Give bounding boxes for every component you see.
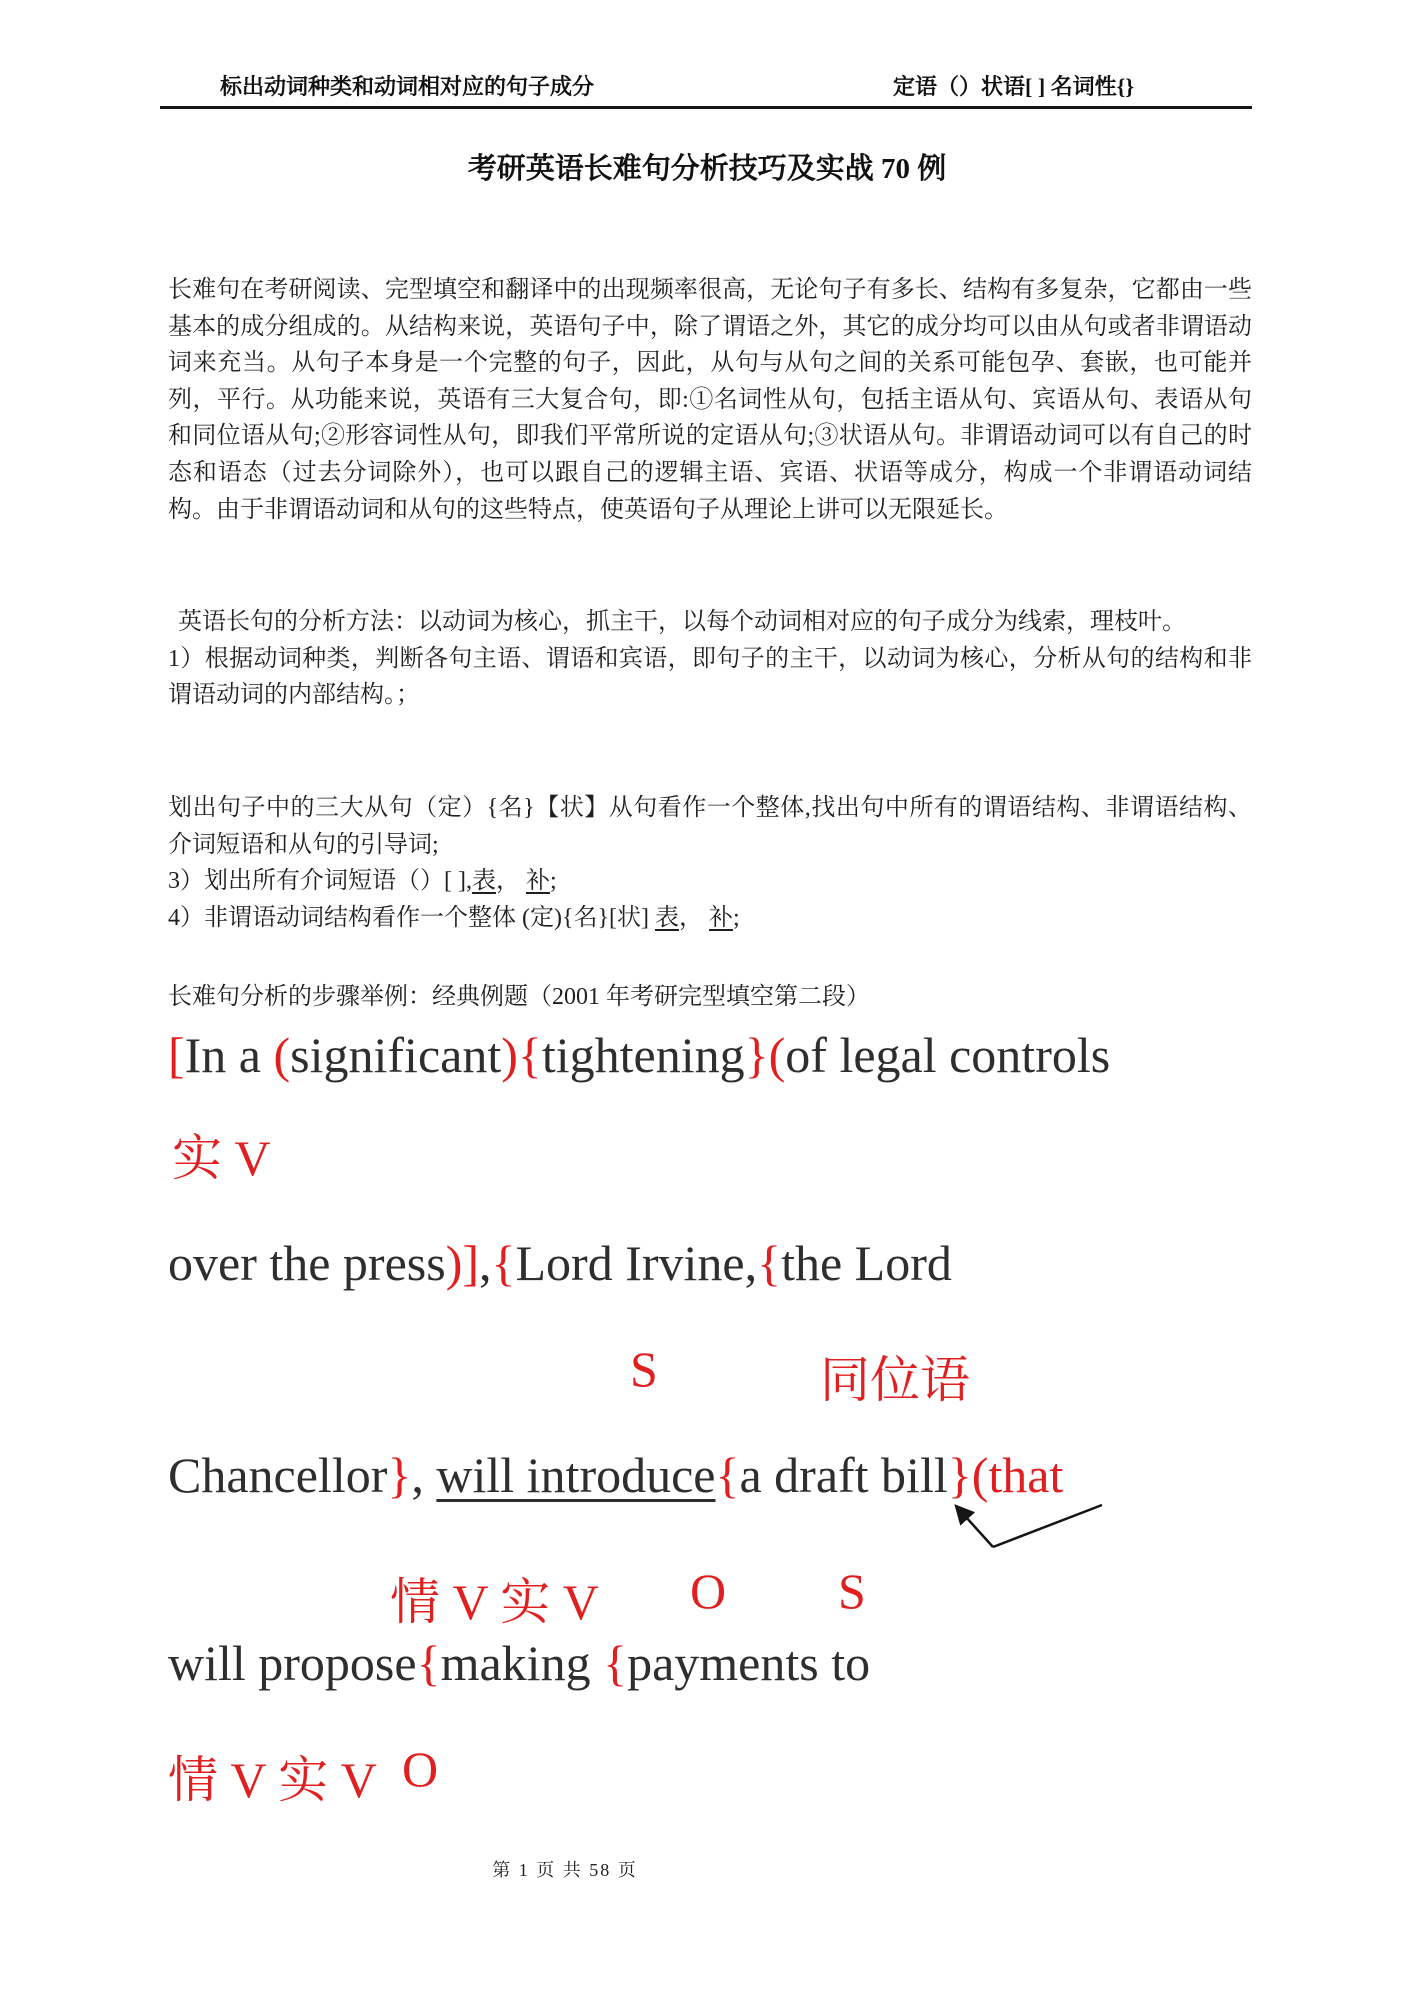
sentence-line-3: Chancellor}, will introduce{a draft bill}(that [168,1447,1064,1503]
header-left-text: 标出动词种类和动词相对应的句子成分 [220,74,595,99]
page-header [162,70,1252,101]
header-right-text: 定语（）状语[ ] 名词性{} [893,74,1134,99]
method-step-1: 1）根据动词种类，判断各句主语、谓语和宾语，即句子的主干，以动词为核心，分析从句的结构和非谓语动词的内部结构。； [168,645,1252,709]
method-paragraph [168,604,1252,714]
annotation-qing-v-shi-v: 情 V 实 V [390,1574,599,1630]
page-title: 考研英语长难句分析技巧及实战 70 例 [467,153,947,185]
sentence-line-2: over the press)],{Lord Irvine,{the Lord [168,1235,952,1291]
annotation-tongweiyu: 同位语 [820,1352,970,1408]
annotation-subject-2: S [838,1563,866,1619]
annotation-object-2: O [402,1741,439,1797]
annotation-object: O [690,1563,727,1619]
sentence-line-4: will propose{making {payments to [168,1635,871,1691]
annotation-qing-v-shi-v-2: 情 V 实 V [168,1752,377,1808]
annotation-shi-v: 实 V [172,1130,271,1186]
method-line: 英语长句的分析方法：以动词为核心，抓主干，以每个动词相对应的句子成分为线索，理枝叶。 [178,609,1186,635]
steps-paragraph [168,790,1252,936]
method-step-4: 4）非谓语动词结构看作一个整体 (定){名}[状] 表， 补; [168,904,740,931]
sentence-line-1: [In a (significant){tightening}(of legal controls [168,1027,1111,1083]
page-footer: 第 1 页 共 58 页 [492,1860,638,1880]
method-step-2: 划出句子中的三大从句（定）{名}【状】从句看作一个整体,找出句中所有的谓语结构、非谓语结构、介词短语和从句的引导词; [168,795,1252,858]
header-rule [160,106,1252,109]
annotation-arrow-icon [930,1488,1120,1558]
method-step-3: 3）划出所有介词短语（）[ ],表， 补; [168,868,557,895]
example-caption: 长难句分析的步骤举例：经典例题（2001 年考研完型填空第二段） [168,984,870,1010]
intro-paragraph: 长难句在考研阅读、完型填空和翻译中的出现频率很高，无论句子有多长、结构有多复杂，它都由一些基本的成分组成的。从结构来说，英语句子中，除了谓语之外，其它的成分均可以由从句或者非谓语动词来充当。从句子本身是一个完整的句子，因此，从句与从句之间的关系可能包孕、套嵌，也可能并列，平行。从功能来说，英语有三大复合句，即:①名词性从句，包括主语从句、宾语从句、表语从句和同位语从句;②形容词性从句，即我们平常所说的定语从句;③状语从句。非谓语动词可以有自己的时态和语态（过去分词除外），也可以跟自己的逻辑主语、宾语、状语等成分，构成一个非谓语动词结构。由于非谓语动词和从句的这些特点，使英语句子从理论上讲可以无限延长。 [168,277,1252,523]
annotation-subject: S [630,1341,658,1397]
